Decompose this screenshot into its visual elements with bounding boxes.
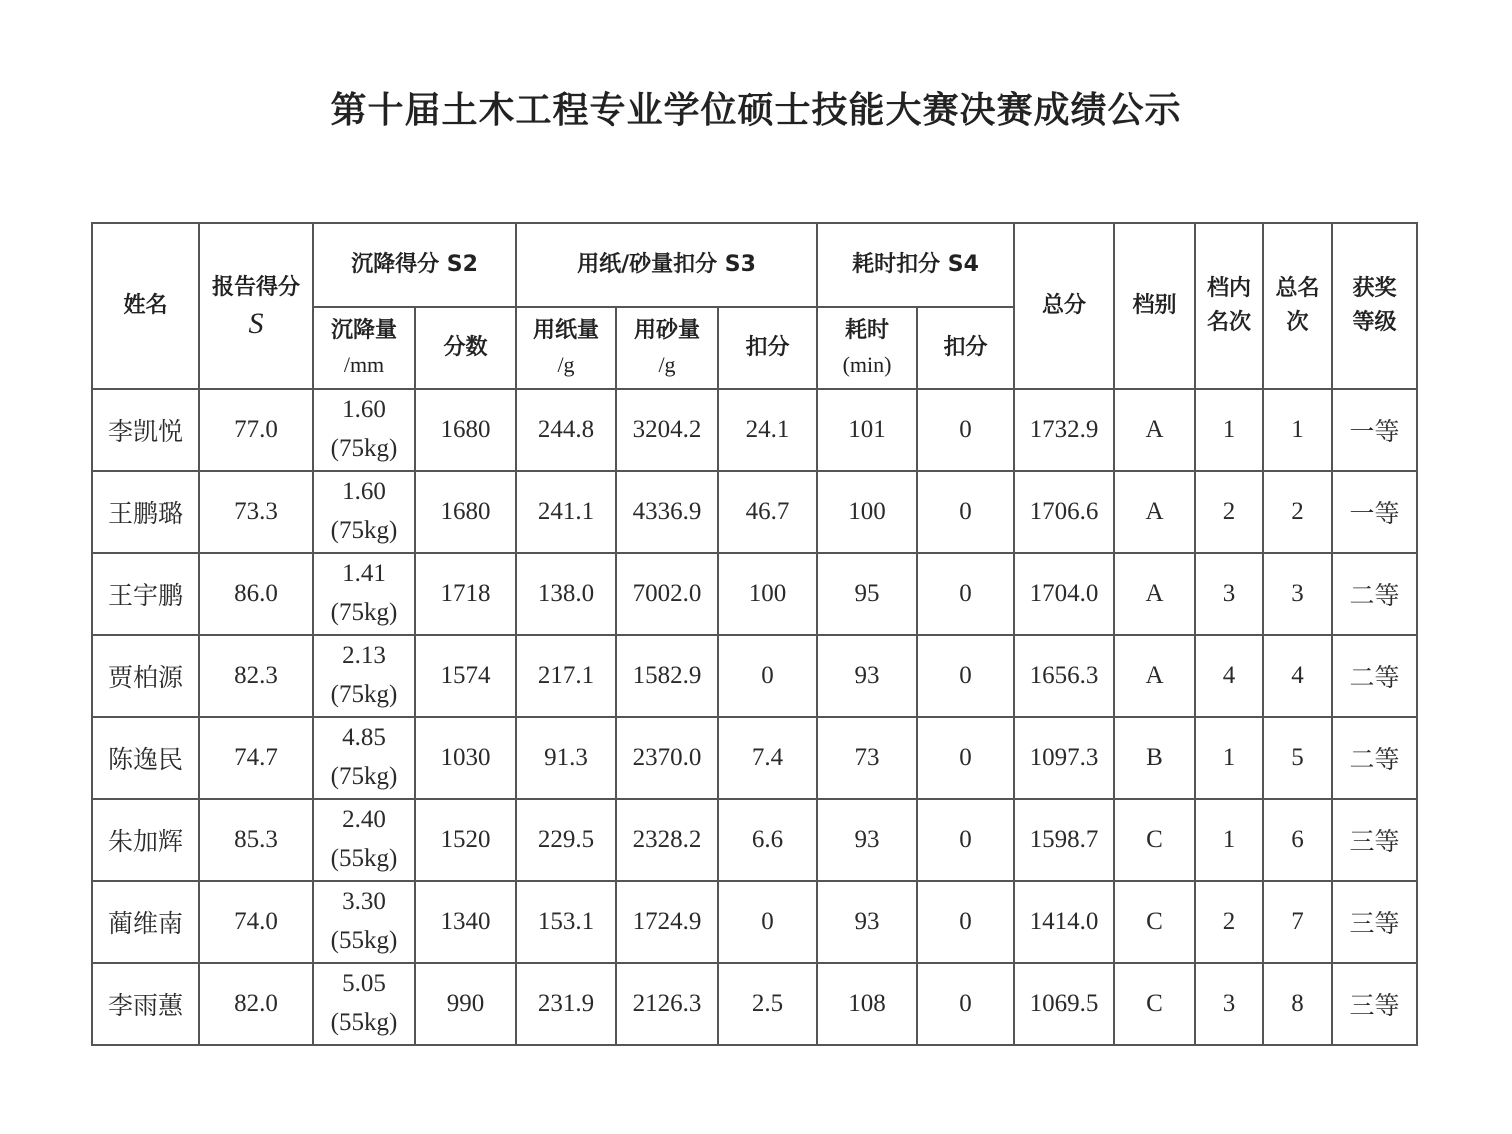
cell-report: 86.0 <box>199 553 313 635</box>
cell-settle-load: (75kg) <box>330 517 398 544</box>
cell-paper: 138.0 <box>516 553 616 635</box>
cell-total: 1414.0 <box>1014 881 1114 963</box>
cell-settle-value: 2.13 <box>342 642 386 670</box>
cell-grade: C <box>1114 963 1195 1045</box>
cell-grade: A <box>1114 553 1195 635</box>
cell-award: 二等 <box>1332 635 1417 717</box>
cell-settle-load: (55kg) <box>330 1009 398 1036</box>
cell-deduct3: 0 <box>718 881 817 963</box>
header-name: 姓名 <box>92 223 199 389</box>
cell-report: 77.0 <box>199 389 313 471</box>
cell-grade-rank: 1 <box>1195 799 1263 881</box>
cell-score: 1340 <box>415 881 516 963</box>
table-row <box>92 717 1417 799</box>
header-settle-amount-unit: /mm <box>343 352 385 377</box>
cell-report: 74.0 <box>199 881 313 963</box>
cell-settle-load: (75kg) <box>330 763 398 790</box>
cell-settle-value: 1.41 <box>342 560 386 588</box>
cell-time: 108 <box>817 963 917 1045</box>
cell-grade: B <box>1114 717 1195 799</box>
cell-settle-value: 3.30 <box>342 888 386 916</box>
cell-award: 一等 <box>1332 389 1417 471</box>
cell-report: 85.3 <box>199 799 313 881</box>
cell-settle <box>313 799 415 881</box>
cell-award: 二等 <box>1332 717 1417 799</box>
header-grade-rank <box>1195 223 1263 389</box>
cell-sand: 1724.9 <box>616 881 718 963</box>
cell-time: 73 <box>817 717 917 799</box>
table-row <box>92 963 1417 1045</box>
cell-paper: 231.9 <box>516 963 616 1045</box>
cell-deduct4: 0 <box>917 881 1014 963</box>
cell-score: 1718 <box>415 553 516 635</box>
header-grade: 档别 <box>1114 223 1195 389</box>
cell-settle <box>313 553 415 635</box>
header-time-amount <box>817 307 917 389</box>
header-time-deduct: 扣分 <box>917 307 1014 389</box>
cell-settle-load: (75kg) <box>330 435 398 462</box>
cell-grade: A <box>1114 635 1195 717</box>
header-time-amount-label: 耗时 <box>845 317 890 343</box>
header-settle-score: 分数 <box>415 307 516 389</box>
cell-settle <box>313 471 415 553</box>
table-row <box>92 471 1417 553</box>
cell-sand: 4336.9 <box>616 471 718 553</box>
cell-report: 82.3 <box>199 635 313 717</box>
cell-settle-value: 2.40 <box>342 806 386 834</box>
header-settle-amount <box>313 307 415 389</box>
cell-name: 李雨蕙 <box>92 963 199 1045</box>
cell-sand: 2328.2 <box>616 799 718 881</box>
cell-deduct4: 0 <box>917 963 1014 1045</box>
header-time-group: 耗时扣分 S4 <box>817 223 1014 307</box>
header-paper-deduct: 扣分 <box>718 307 817 389</box>
cell-name: 李凯悦 <box>92 389 199 471</box>
cell-rank: 7 <box>1263 881 1332 963</box>
cell-rank: 8 <box>1263 963 1332 1045</box>
cell-total: 1097.3 <box>1014 717 1114 799</box>
cell-sand: 1582.9 <box>616 635 718 717</box>
cell-award: 一等 <box>1332 471 1417 553</box>
header-award-line1: 获奖 <box>1352 275 1397 301</box>
cell-score: 1680 <box>415 389 516 471</box>
header-time-amount-unit: (min) <box>842 352 892 377</box>
header-award <box>1332 223 1417 389</box>
cell-grade: A <box>1114 389 1195 471</box>
cell-settle-load: (75kg) <box>330 599 398 626</box>
results-table <box>91 222 1418 1046</box>
header-report <box>199 223 313 389</box>
cell-settle-load: (55kg) <box>330 845 398 872</box>
cell-award: 三等 <box>1332 799 1417 881</box>
cell-deduct3: 46.7 <box>718 471 817 553</box>
table-row <box>92 635 1417 717</box>
header-award-line2: 等级 <box>1352 310 1397 335</box>
cell-rank: 4 <box>1263 635 1332 717</box>
cell-score: 1030 <box>415 717 516 799</box>
header-sand-amount-unit: /g <box>658 352 676 377</box>
cell-grade-rank: 1 <box>1195 389 1263 471</box>
table-body <box>92 389 1417 1045</box>
cell-time: 95 <box>817 553 917 635</box>
cell-sand: 2126.3 <box>616 963 718 1045</box>
document-title: 第十届土木工程专业学位硕士技能大赛决赛成绩公示 <box>330 90 1182 131</box>
cell-deduct3: 7.4 <box>718 717 817 799</box>
table-row <box>92 553 1417 635</box>
cell-total: 1656.3 <box>1014 635 1114 717</box>
header-paper-amount-unit: /g <box>557 352 575 377</box>
table-row <box>92 881 1417 963</box>
header-report-symbol: S <box>248 306 264 340</box>
cell-deduct3: 6.6 <box>718 799 817 881</box>
cell-grade-rank: 1 <box>1195 717 1263 799</box>
cell-total: 1732.9 <box>1014 389 1114 471</box>
header-paper-group: 用纸/砂量扣分 S3 <box>516 223 817 307</box>
header-settle-group: 沉降得分 S2 <box>313 223 516 307</box>
cell-paper: 244.8 <box>516 389 616 471</box>
cell-report: 73.3 <box>199 471 313 553</box>
header-grade-rank-line1: 档内 <box>1207 275 1252 301</box>
cell-settle-value: 4.85 <box>342 724 386 752</box>
cell-settle <box>313 389 415 471</box>
header-paper-amount-label: 用纸量 <box>532 317 599 343</box>
cell-total: 1069.5 <box>1014 963 1114 1045</box>
header-grade-rank-line2: 名次 <box>1207 310 1252 335</box>
cell-score: 1680 <box>415 471 516 553</box>
cell-paper: 153.1 <box>516 881 616 963</box>
cell-settle-value: 1.60 <box>342 396 386 424</box>
cell-name: 王鹏璐 <box>92 471 199 553</box>
cell-score: 990 <box>415 963 516 1045</box>
cell-grade-rank: 3 <box>1195 963 1263 1045</box>
cell-grade: A <box>1114 471 1195 553</box>
header-overall-rank <box>1263 223 1332 389</box>
cell-score: 1520 <box>415 799 516 881</box>
header-sand-amount <box>616 307 718 389</box>
cell-grade-rank: 2 <box>1195 471 1263 553</box>
cell-time: 101 <box>817 389 917 471</box>
cell-grade-rank: 4 <box>1195 635 1263 717</box>
cell-total: 1598.7 <box>1014 799 1114 881</box>
cell-paper: 217.1 <box>516 635 616 717</box>
cell-paper: 229.5 <box>516 799 616 881</box>
cell-settle-value: 1.60 <box>342 478 386 506</box>
cell-settle <box>313 963 415 1045</box>
cell-grade-rank: 3 <box>1195 553 1263 635</box>
cell-deduct3: 2.5 <box>718 963 817 1045</box>
cell-deduct4: 0 <box>917 553 1014 635</box>
cell-paper: 241.1 <box>516 471 616 553</box>
cell-name: 朱加辉 <box>92 799 199 881</box>
cell-award: 三等 <box>1332 963 1417 1045</box>
cell-deduct4: 0 <box>917 635 1014 717</box>
cell-settle <box>313 635 415 717</box>
cell-rank: 6 <box>1263 799 1332 881</box>
cell-grade: C <box>1114 881 1195 963</box>
cell-settle <box>313 881 415 963</box>
cell-report: 74.7 <box>199 717 313 799</box>
cell-deduct3: 24.1 <box>718 389 817 471</box>
table-row <box>92 389 1417 471</box>
cell-paper: 91.3 <box>516 717 616 799</box>
cell-deduct4: 0 <box>917 471 1014 553</box>
header-total: 总分 <box>1014 223 1114 389</box>
header-overall-rank-line2: 次 <box>1286 310 1309 335</box>
header-report-label: 报告得分 <box>211 275 300 301</box>
cell-rank: 2 <box>1263 471 1332 553</box>
cell-time: 93 <box>817 881 917 963</box>
cell-deduct4: 0 <box>917 389 1014 471</box>
cell-deduct4: 0 <box>917 717 1014 799</box>
cell-name: 蔺维南 <box>92 881 199 963</box>
cell-rank: 5 <box>1263 717 1332 799</box>
cell-time: 100 <box>817 471 917 553</box>
cell-rank: 1 <box>1263 389 1332 471</box>
header-overall-rank-line1: 总名 <box>1275 275 1320 301</box>
cell-deduct3: 100 <box>718 553 817 635</box>
cell-report: 82.0 <box>199 963 313 1045</box>
cell-sand: 3204.2 <box>616 389 718 471</box>
cell-score: 1574 <box>415 635 516 717</box>
cell-name: 贾柏源 <box>92 635 199 717</box>
cell-grade: C <box>1114 799 1195 881</box>
cell-time: 93 <box>817 799 917 881</box>
cell-settle <box>313 717 415 799</box>
header-sand-amount-label: 用砂量 <box>633 317 700 343</box>
cell-sand: 2370.0 <box>616 717 718 799</box>
cell-award: 三等 <box>1332 881 1417 963</box>
cell-total: 1706.6 <box>1014 471 1114 553</box>
cell-settle-value: 5.05 <box>342 970 386 998</box>
header-paper-amount <box>516 307 616 389</box>
cell-name: 王宇鹏 <box>92 553 199 635</box>
table-row <box>92 799 1417 881</box>
cell-time: 93 <box>817 635 917 717</box>
table-header <box>92 223 1417 389</box>
cell-award: 二等 <box>1332 553 1417 635</box>
cell-settle-load: (55kg) <box>330 927 398 954</box>
header-settle-amount-label: 沉降量 <box>330 317 397 343</box>
cell-deduct4: 0 <box>917 799 1014 881</box>
cell-grade-rank: 2 <box>1195 881 1263 963</box>
cell-rank: 3 <box>1263 553 1332 635</box>
cell-sand: 7002.0 <box>616 553 718 635</box>
cell-name: 陈逸民 <box>92 717 199 799</box>
cell-total: 1704.0 <box>1014 553 1114 635</box>
cell-settle-load: (75kg) <box>330 681 398 708</box>
cell-deduct3: 0 <box>718 635 817 717</box>
